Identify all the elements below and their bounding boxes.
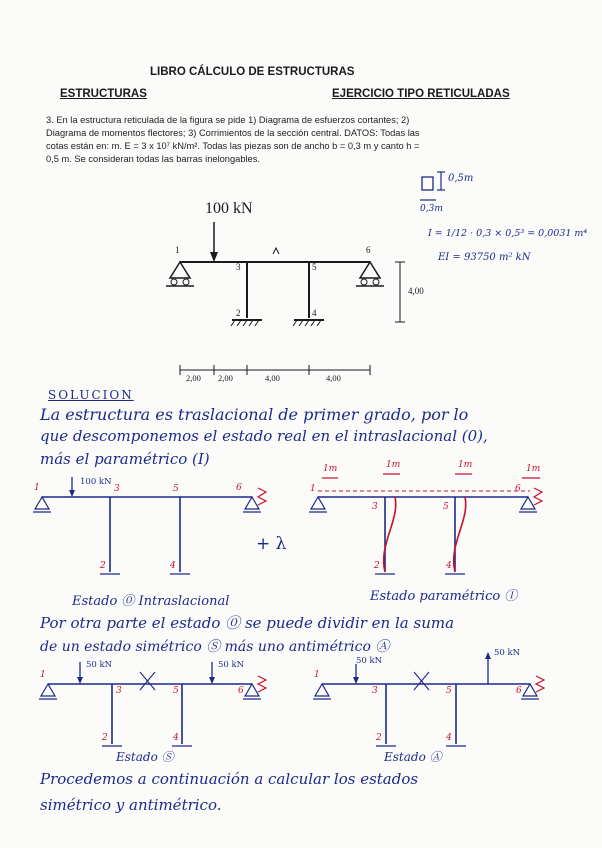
stiffness-value: EI = 93750 m² kN <box>438 252 531 263</box>
s1-node-3: 3 <box>372 502 378 512</box>
section-left: ESTRUCTURAS <box>60 88 147 100</box>
s0-node-6: 6 <box>236 483 242 493</box>
dim-3: 4,00 <box>265 373 280 383</box>
section-right: EJERCICIO TIPO RETICULADAS <box>332 88 510 100</box>
sa-node-6: 6 <box>516 686 522 696</box>
solution-text-5: de un estado simétrico Ⓢ más uno antimétrico Ⓐ <box>40 639 390 655</box>
solution-text-6: Procedemos a continuación a calcular los estados <box>40 770 419 788</box>
s1-node-6: 6 <box>515 484 521 494</box>
unit-disp-3: 1m <box>458 460 473 470</box>
sa-node-2: 2 <box>376 733 382 743</box>
unit-disp-4: 1m <box>526 464 541 474</box>
problem-line-2: Diagrama de momentos flectores; 3) Corrimientos de la sección central. DATOS: Todas las <box>46 128 420 138</box>
ss-node-5: 5 <box>173 686 179 696</box>
plus-lambda: + λ <box>256 534 287 554</box>
problem-line-1: 3. En la estructura reticulada de la figura se pide 1) Diagrama de esfuerzos cortantes; 2) <box>46 115 410 125</box>
load-anti-1: 50 kN <box>356 656 383 666</box>
problem-line-4: 0,5 m. Se consideran todas las barras inelongables. <box>46 154 260 164</box>
sa-node-3: 3 <box>372 686 378 696</box>
s1-node-5: 5 <box>443 502 449 512</box>
inertia-formula: I = 1/12 · 0,3 × 0,5³ = 0,0031 m⁴ <box>428 228 588 239</box>
ss-node-3: 3 <box>116 686 122 696</box>
unit-disp-1: 1m <box>323 464 338 474</box>
ss-node-4: 4 <box>173 733 179 743</box>
s0-node-4: 4 <box>170 561 176 571</box>
s0-node-3: 3 <box>114 484 120 494</box>
section-width: 0,3m <box>420 204 443 214</box>
node-2: 2 <box>236 308 241 318</box>
node-6: 6 <box>366 245 371 255</box>
caption-state-1: Estado paramétrico Ⓘ <box>370 589 518 604</box>
load-label: 100 kN <box>205 200 253 217</box>
load-sym-1: 50 kN <box>86 660 113 670</box>
solution-text-2: que descomponemos el estado real en el intraslacional (0), <box>40 427 488 445</box>
section-height: 0,5m <box>448 173 474 184</box>
ss-node-2: 2 <box>102 733 108 743</box>
s1-node-1: 1 <box>310 484 316 494</box>
dim-1: 2,00 <box>186 373 201 383</box>
node-3: 3 <box>236 262 241 272</box>
dim-2: 2,00 <box>218 373 233 383</box>
dim-4: 4,00 <box>326 373 341 383</box>
solution-text-3: más el paramétrico (I) <box>40 450 210 468</box>
book-title: LIBRO CÁLCULO DE ESTRUCTURAS <box>150 66 355 78</box>
solution-heading: SOLUCION <box>48 388 134 402</box>
node-4: 4 <box>312 308 317 318</box>
caption-state-a: Estado Ⓐ <box>384 750 442 764</box>
ss-node-1: 1 <box>40 670 46 680</box>
caption-state-s: Estado Ⓢ <box>116 750 174 764</box>
ss-node-6: 6 <box>238 686 244 696</box>
caption-state-0: Estado ⓪ Intraslacional <box>72 594 230 609</box>
s0-node-2: 2 <box>100 561 106 571</box>
load-anti-2: 50 kN <box>494 648 521 658</box>
sa-node-1: 1 <box>314 670 320 680</box>
node-5: 5 <box>312 262 317 272</box>
problem-line-3: cotas están en: m. E = 3 x 10⁷ kN/m². Todas las piezas son de ancho b = 0,3 m y canto h = <box>46 141 420 151</box>
unit-disp-2: 1m <box>386 460 401 470</box>
s1-node-2: 2 <box>374 561 380 571</box>
s0-node-1: 1 <box>34 483 40 493</box>
node-1: 1 <box>175 245 180 255</box>
load-state0: 100 kN <box>80 477 112 487</box>
sa-node-5: 5 <box>446 686 452 696</box>
height-dim: 4,00 <box>408 286 424 296</box>
solution-text-4: Por otra parte el estado ⓪ se puede dividir en la suma <box>40 614 455 632</box>
solution-text-1: La estructura es traslacional de primer grado, por lo <box>40 405 469 424</box>
s1-node-4: 4 <box>446 561 452 571</box>
s0-node-5: 5 <box>173 484 179 494</box>
load-sym-2: 50 kN <box>218 660 245 670</box>
sa-node-4: 4 <box>446 733 452 743</box>
solution-text-7: simétrico y antimétrico. <box>40 796 222 814</box>
